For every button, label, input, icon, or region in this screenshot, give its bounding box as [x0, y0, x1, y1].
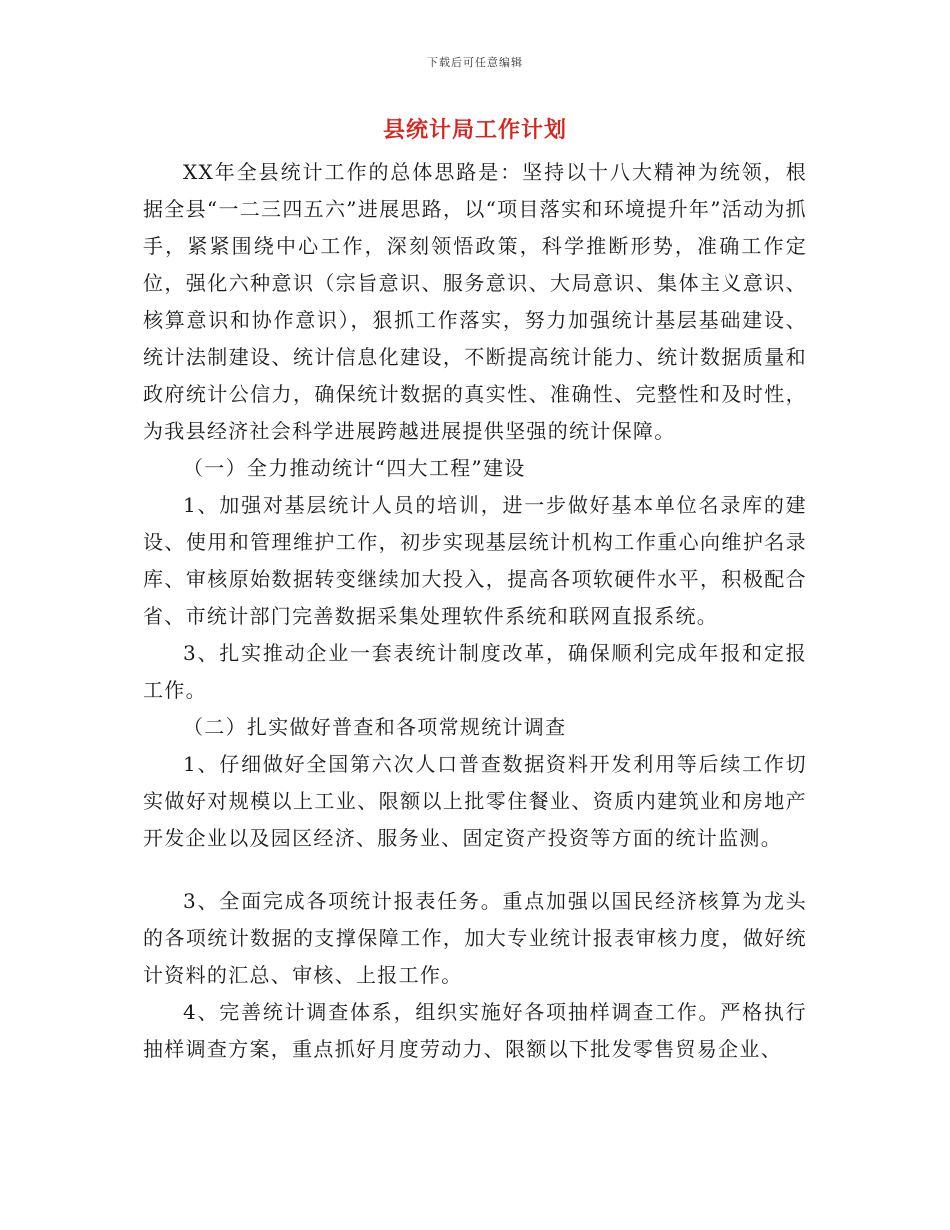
- section-1-item-3: 3、扎实推动企业一套表统计制度改革，确保顺利完成年报和定报工作。: [143, 641, 807, 702]
- section-2-item-3: 3、全面完成各项统计报表任务。重点加强以国民经济核算为龙头的各项统计数据的支撑保障工作，加大专业统计报表审核力度，做好统计资料的汇总、审核、上报工作。: [143, 889, 807, 987]
- section-2-heading: （二）扎实做好普查和各项常规统计调查: [183, 715, 567, 739]
- paragraph-gap: [143, 857, 807, 883]
- header-note: 下载后可任意编辑: [427, 56, 523, 69]
- document-title: 县统计局工作计划: [382, 117, 567, 143]
- section-2-item-1: 1、仔细做好全国第六次人口普查数据资料开发利用等后续工作切实做好对规模以上工业、限额以上批零住餐业、资质内建筑业和房地产开发企业以及园区经济、服务业、固定资产投资等方面的统计监测。: [143, 752, 807, 850]
- intro-paragraph: XX年全县统计工作的总体思路是：坚持以十八大精神为统领，根据全县“一二三四五六”进展思路，以“项目落实和环境提升年”活动为抓手，紧紧围绕中心工作，深刻领悟政策，科学推断形势，准确工作定位，强化六种意识（宗旨意识、服务意识、大局意识、集体主义意识、核算意识和协作意识），狠抓工作落实，努力加强统计基层基础建设、统计法制建设、统计信息化建设，不断提高统计能力、统计数据质量和政府统计公信力，确保统计数据的真实性、准确性、完整性和及时性，为我县经济社会科学进展跨越进展提供坚强的统计保障。: [143, 160, 807, 443]
- document-body: [143, 154, 807, 1068]
- section-2-item-4: 4、完善统计调查体系，组织实施好各项抽样调查工作。严格执行抽样调查方案，重点抓好月度劳动力、限额以下批发零售贸易企业、: [143, 1000, 807, 1061]
- section-1-item-1: 1、加强对基层统计人员的培训，进一步做好基本单位名录库的建设、使用和管理维护工作，初步实现基层统计机构工作重心向维护名录库、审核原始数据转变继续加大投入，提高各项软硬件水平，积极配合省、市统计部门完善数据采集处理软件系统和联网直报系统。: [143, 493, 807, 628]
- section-1-heading: （一）全力推动统计“四大工程”建设: [183, 456, 526, 480]
